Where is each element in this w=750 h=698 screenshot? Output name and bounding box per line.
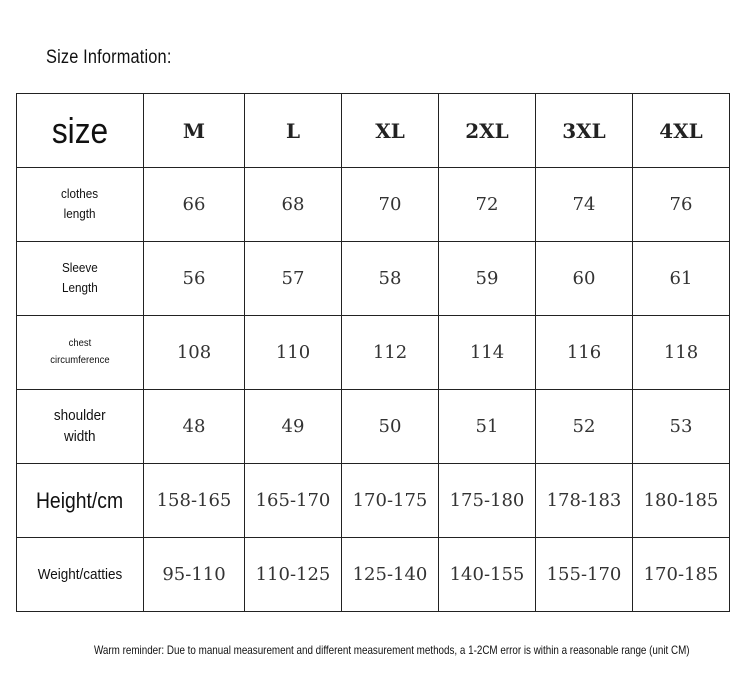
row-label-line: Length: [62, 279, 98, 295]
row-label-line: Sleeve: [62, 260, 98, 276]
row-label-line: width: [64, 428, 96, 446]
row-label-chest-circumference: [17, 316, 144, 390]
row-label-line: Weight/catties: [37, 565, 123, 583]
table-cell: 58: [342, 242, 439, 316]
table-cell: 125-140: [342, 538, 439, 612]
table-cell: 118: [633, 316, 730, 390]
table-cell: 114: [439, 316, 536, 390]
table-cell: 175-180: [439, 464, 536, 538]
table-cell: 66: [144, 168, 245, 242]
table-cell: 170-185: [633, 538, 730, 612]
table-cell: 72: [439, 168, 536, 242]
row-label-weight: [17, 538, 144, 612]
table-cell: 170-175: [342, 464, 439, 538]
row-label-line: shoulder: [54, 406, 106, 424]
table-cell: 50: [342, 390, 439, 464]
table-cell: 110: [245, 316, 342, 390]
table-row: [17, 316, 730, 390]
table-cell: 140-155: [439, 538, 536, 612]
header-label-cell: [17, 94, 144, 168]
table-cell: 56: [144, 242, 245, 316]
table-cell: 112: [342, 316, 439, 390]
table-row: [17, 242, 730, 316]
table-cell: 52: [536, 390, 633, 464]
table-cell: 180-185: [633, 464, 730, 538]
row-label-line: Height/cm: [36, 487, 124, 513]
table-cell: 110-125: [245, 538, 342, 612]
table-cell: 165-170: [245, 464, 342, 538]
table-cell: 68: [245, 168, 342, 242]
table-cell: 158-165: [144, 464, 245, 538]
table-cell: 95-110: [144, 538, 245, 612]
table-cell: 74: [536, 168, 633, 242]
row-label-line: circumference: [50, 353, 110, 366]
table-row: [17, 464, 730, 538]
page-title: Size Information:: [46, 47, 172, 68]
table-cell: 51: [439, 390, 536, 464]
row-label-clothes-length: [17, 168, 144, 242]
table-cell: 70: [342, 168, 439, 242]
warm-reminder-note: Warm reminder: Due to manual measurement and different measurement methods, a 1-2CM error is within a reasonable range (unit CM): [94, 643, 690, 657]
table-cell: 57: [245, 242, 342, 316]
table-cell: 61: [633, 242, 730, 316]
table-cell: 49: [245, 390, 342, 464]
table-cell: 60: [536, 242, 633, 316]
table-cell: 108: [144, 316, 245, 390]
table-cell: 48: [144, 390, 245, 464]
size-header-2xl: 2XL: [439, 94, 536, 168]
table-cell: 59: [439, 242, 536, 316]
row-label-line: clothes: [61, 186, 99, 202]
row-label-sleeve-length: [17, 242, 144, 316]
table-header-row: [17, 94, 730, 168]
row-label-line: chest: [68, 337, 92, 349]
size-chart-table: [16, 93, 730, 612]
size-header-l: L: [245, 94, 342, 168]
table-cell: 76: [633, 168, 730, 242]
header-label: size: [51, 109, 109, 151]
size-header-4xl: 4XL: [633, 94, 730, 168]
table-row: [17, 168, 730, 242]
size-header-m: M: [144, 94, 245, 168]
table-cell: 178-183: [536, 464, 633, 538]
table-cell: 116: [536, 316, 633, 390]
row-label-height: [17, 464, 144, 538]
table-cell: 53: [633, 390, 730, 464]
row-label-shoulder-width: [17, 390, 144, 464]
size-header-3xl: 3XL: [536, 94, 633, 168]
table-row: [17, 538, 730, 612]
table-cell: 155-170: [536, 538, 633, 612]
size-header-xl: XL: [342, 94, 439, 168]
row-label-line: length: [64, 205, 96, 221]
table-row: [17, 390, 730, 464]
